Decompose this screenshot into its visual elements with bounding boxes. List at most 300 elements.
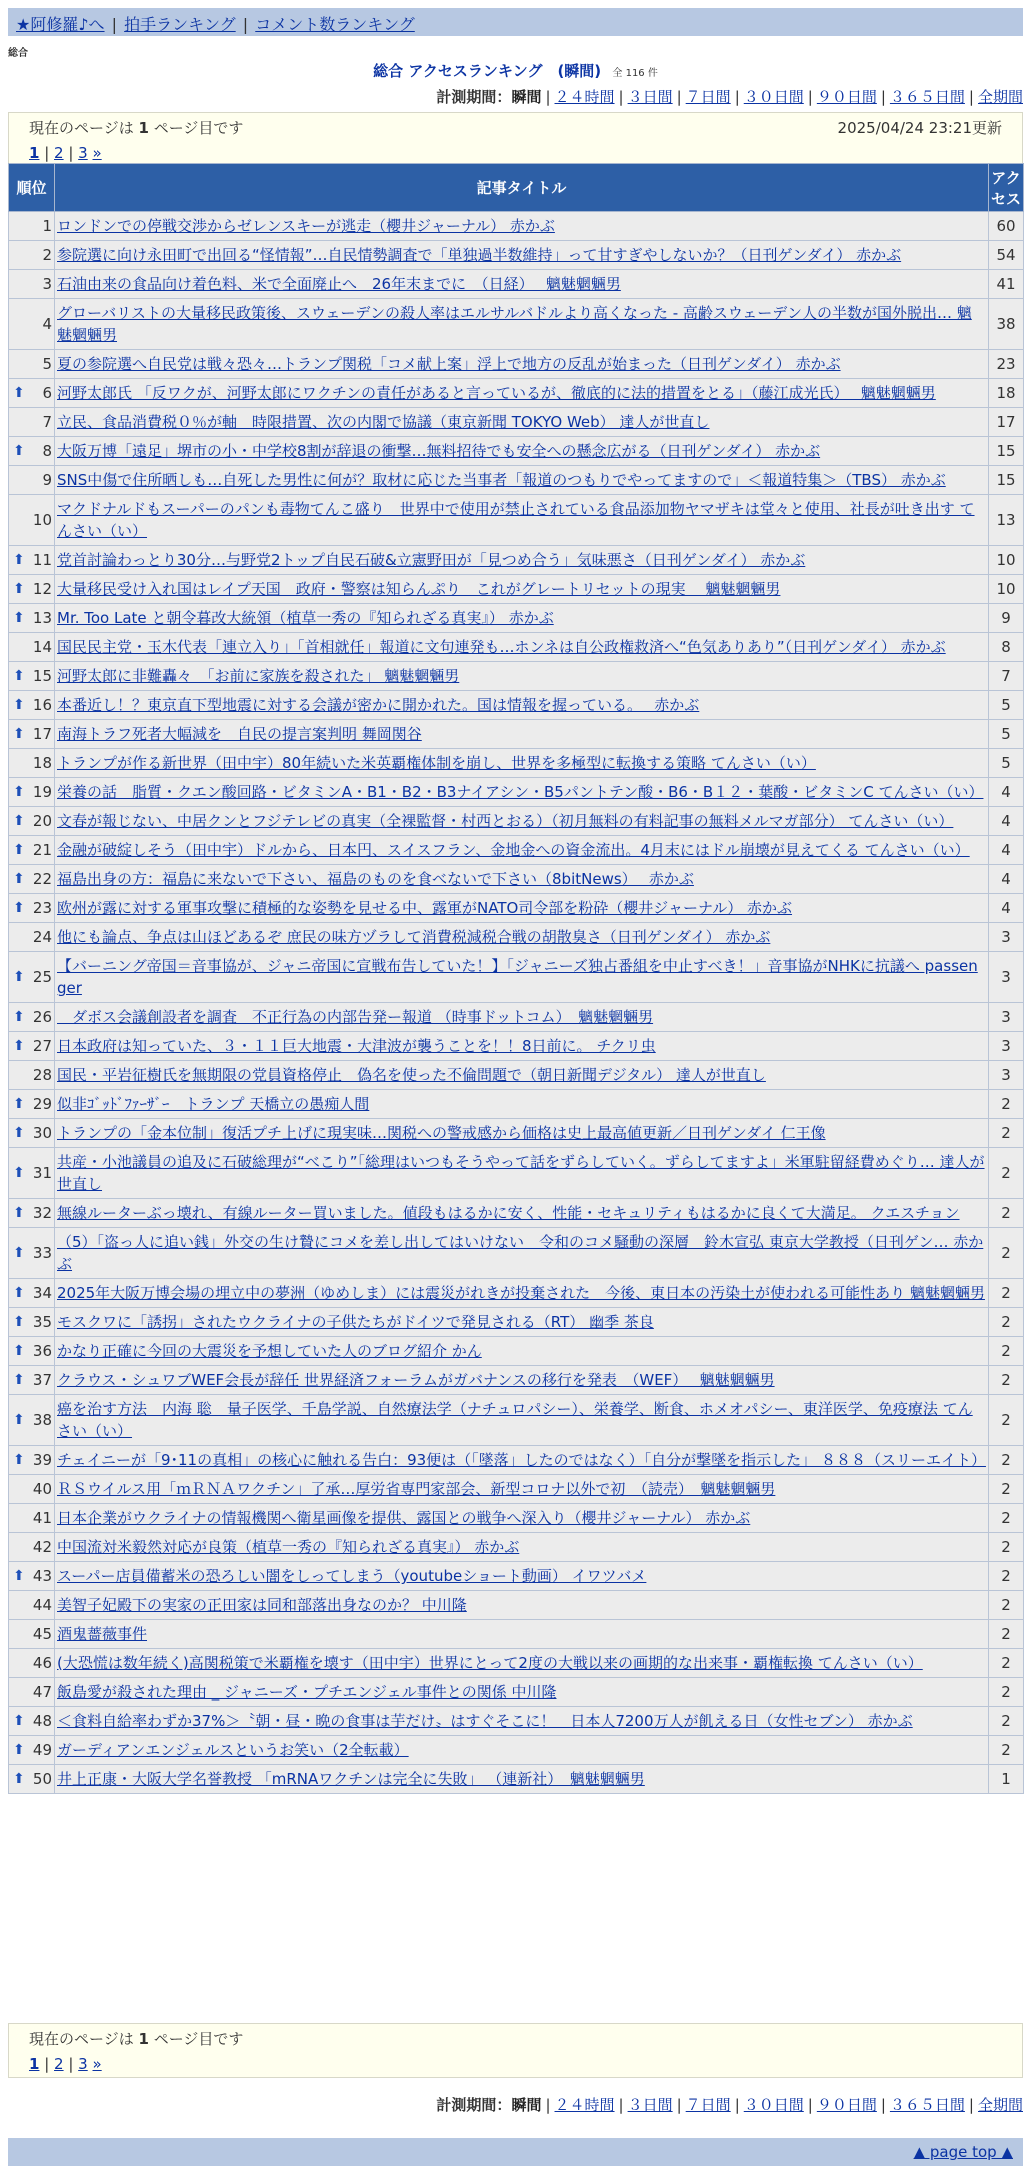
rank-number: 16 — [32, 696, 52, 714]
article-title-link[interactable]: 大量移民受け入れ国はレイプ天国 政府・警察は知らんぷり これがグレートリセットの現実 魑魅魍魎男 — [57, 580, 781, 598]
article-title-link[interactable]: 他にも論点、争点は山ほどあるぞ 庶民の味方ヅラして消費税減税合戦の胡散臭さ（日刊ゲンダイ） 赤かぶ — [57, 928, 771, 946]
table-row — [9, 299, 1024, 350]
article-title-link[interactable]: 無線ルーターぶっ壊れ、有線ルーター買いました。値段もはるかに安く、性能・セキュリティもはるかに良くて大満足。 クエスチョン — [57, 1204, 960, 1222]
rank-up-arrow-icon: ⬆ — [13, 1245, 25, 1261]
access-count: 4 — [989, 836, 1024, 865]
access-count: 4 — [989, 894, 1024, 923]
rank-cell — [9, 408, 55, 437]
rank-cell — [9, 1475, 55, 1504]
article-title-link[interactable]: グローバリストの大量移民政策後、スウェーデンの殺人率はエルサルバドルより高くなった - 高齢スウェーデン人の半数が国外脱出… 魑魅魍魎男 — [57, 304, 972, 344]
period-link-6[interactable]: 全期間 — [977, 2096, 1023, 2114]
rank-cell — [9, 1620, 55, 1649]
page-separator: | — [39, 144, 55, 162]
rank-number: 12 — [32, 580, 52, 598]
table-row — [9, 546, 1024, 575]
rank-number: 35 — [32, 1313, 52, 1331]
page-link-3[interactable]: 3 — [78, 144, 88, 162]
rank-up-arrow-icon: ⬆ — [13, 813, 25, 829]
rank-number: 32 — [32, 1204, 52, 1222]
rank-cell — [9, 1228, 55, 1279]
rank-cell — [9, 379, 55, 408]
article-title-link[interactable]: モスクワに「誘拐」されたウクライナの子供たちがドイツで発見される（RT） 幽季 茶良 — [57, 1313, 654, 1331]
article-title-link[interactable]: 河野太郎に非難轟々 「お前に家族を殺された」 魑魅魍魎男 — [57, 667, 460, 685]
period-link-0[interactable]: ２４時間 — [554, 88, 615, 106]
title-cell — [55, 807, 989, 836]
table-row — [9, 1337, 1024, 1366]
table-row — [9, 495, 1024, 546]
title-cell — [55, 437, 989, 466]
article-title-link[interactable]: かなり正確に今回の大震災を予想していた人のブログ紹介 かん — [57, 1342, 482, 1360]
rank-cell — [9, 1119, 55, 1148]
rank-number: 20 — [32, 812, 52, 830]
article-title-link[interactable]: ＜食料自給率わずか37%＞〝朝・昼・晩の食事は芋だけ〟はすぐそこに！ 日本人7200万人が飢える日（女性セブン） 赤かぶ — [57, 1712, 913, 1730]
rank-cell — [9, 604, 55, 633]
title-cell — [55, 778, 989, 807]
rank-number: 33 — [32, 1244, 52, 1262]
article-title-link[interactable]: 栄養の話 脂質・クエン酸回路・ビタミンA・B1・B2・B3ナイアシン・B5パントテン酸・B6・B１２・葉酸・ビタミンC てんさい（い） — [57, 783, 984, 801]
access-count: 2 — [989, 1199, 1024, 1228]
table-row — [9, 1736, 1024, 1765]
rank-number: 17 — [32, 725, 52, 743]
rank-up-arrow-icon: ⬆ — [13, 1205, 25, 1221]
access-count: 2 — [989, 1337, 1024, 1366]
page-info-top — [8, 112, 1023, 167]
article-title-link[interactable]: 文春が報じない、中居クンとフジテレビの真実（全裸監督・村西とおる）（初月無料の有料記事の無料メルマガ部分） てんさい（い） — [57, 812, 954, 830]
access-count: 13 — [989, 495, 1024, 546]
rank-cell — [9, 691, 55, 720]
article-title-link[interactable]: 共産・小池議員の追及に石破総理が“べこり”「総理はいつもそうやって話をずらしていく。ずらしてますよ」米軍駐留経費めぐり… 達人が世直し — [57, 1153, 985, 1193]
access-count: 7 — [989, 662, 1024, 691]
title-cell — [55, 1003, 989, 1032]
period-separator: | — [676, 2096, 682, 2114]
rank-number: 46 — [32, 1654, 52, 1672]
article-title-link[interactable]: 国民民主党・玉木代表「連立入り」「首相就任」報道に文句連発も…ホンネは自公政権救済へ“色気ありあり”（日刊ゲンダイ） 赤かぶ — [57, 638, 946, 656]
rank-up-arrow-icon: ⬆ — [13, 1285, 25, 1301]
access-count: 38 — [989, 299, 1024, 350]
rank-cell — [9, 1337, 55, 1366]
access-count: 2 — [989, 1620, 1024, 1649]
access-count: 3 — [989, 1032, 1024, 1061]
table-row — [9, 1649, 1024, 1678]
access-count: 23 — [989, 350, 1024, 379]
access-count: 2 — [989, 1736, 1024, 1765]
title-cell — [55, 1591, 989, 1620]
title-cell — [55, 546, 989, 575]
table-row — [9, 1308, 1024, 1337]
rank-number: 31 — [32, 1164, 52, 1182]
period-link-5[interactable]: ３６５日間 — [889, 88, 965, 106]
table-row — [9, 720, 1024, 749]
access-count: 2 — [989, 1649, 1024, 1678]
period-link-3[interactable]: ３０日間 — [743, 88, 804, 106]
article-title-link[interactable]: ロンドンでの停戦交渉からゼレンスキーが逃走（櫻井ジャーナル） 赤かぶ — [57, 217, 555, 235]
title-cell — [55, 350, 989, 379]
rank-cell — [9, 1736, 55, 1765]
rank-number: 41 — [32, 1509, 52, 1527]
access-count: 2 — [989, 1119, 1024, 1148]
article-title-link[interactable]: 井上正康・大阪大学名誉教授 「mRNAワクチンは完全に失敗」 （連新社） 魑魅魍魎男 — [57, 1770, 645, 1788]
access-count: 41 — [989, 270, 1024, 299]
table-row — [9, 778, 1024, 807]
title-cell — [55, 1620, 989, 1649]
article-title-link[interactable]: 中国流対米毅然対応が良策（植草一秀の『知られざる真実』） 赤かぶ — [57, 1538, 520, 1556]
page-link-1[interactable]: 1 — [29, 2055, 40, 2073]
access-count: 10 — [989, 546, 1024, 575]
rank-cell — [9, 270, 55, 299]
period-link-4[interactable]: ９０日間 — [816, 88, 877, 106]
table-row — [9, 923, 1024, 952]
article-title-link[interactable]: 本番近し！？東京直下型地震に対する会議が密かに開かれた。国は情報を握っている。 赤かぶ — [57, 696, 700, 714]
article-title-link[interactable]: スーパー店員備蓄米の恐ろしい闇をしってしまう（youtubeショート動画） イワツバメ — [57, 1567, 647, 1585]
period-separator: | — [968, 88, 974, 106]
rank-cell — [9, 1678, 55, 1707]
article-title-link[interactable]: 大阪万博「遠足」堺市の小・中学校8割が辞退の衝撃…無料招待でも安全への懸念広がる（日刊ゲンダイ） 赤かぶ — [57, 442, 821, 460]
access-count: 2 — [989, 1090, 1024, 1119]
table-row — [9, 1003, 1024, 1032]
article-title-link[interactable]: ダボス会議創設者を調査 不正行為の内部告発ー報道 （時事ドットコム） 魑魅魍魎男 — [57, 1008, 654, 1026]
rank-number: 40 — [32, 1480, 52, 1498]
rank-up-arrow-icon: ⬆ — [13, 1412, 25, 1428]
rank-up-arrow-icon: ⬆ — [13, 552, 25, 568]
table-row — [9, 952, 1024, 1003]
table-row — [9, 1562, 1024, 1591]
rank-cell — [9, 836, 55, 865]
article-title-link[interactable]: 参院選に向け永田町で出回る“怪情報”…自民情勢調査で「単独過半数維持」って甘すぎやしないか？（日刊ゲンダイ） 赤かぶ — [57, 246, 902, 264]
rank-up-arrow-icon: ⬆ — [13, 1314, 25, 1330]
article-title-link[interactable]: クラウス・シュワブWEF会長が辞任 世界経済フォーラムがガバナンスの移行を発表 （WEF） 魑魅魍魎男 — [57, 1371, 775, 1389]
rank-number: 2 — [42, 246, 52, 264]
access-count: 5 — [989, 720, 1024, 749]
page-info-bottom — [8, 2023, 1023, 2078]
article-title-link[interactable]: 金融が破綻しそう（田中宇）ドルから、日本円、スイスフラン、金地金への資金流出。4月末にはドル崩壊が見えてくる てんさい（い） — [57, 841, 970, 859]
table-row — [9, 575, 1024, 604]
title-cell — [55, 1562, 989, 1591]
rank-number: 8 — [42, 442, 52, 460]
rank-cell — [9, 923, 55, 952]
rank-cell — [9, 1199, 55, 1228]
article-title-link[interactable]: 欧州が露に対する軍事攻撃に積極的な姿勢を見せる中、露軍がNATO司令部を粉砕（櫻井ジャーナル） 赤かぶ — [57, 899, 793, 917]
rank-number: 37 — [32, 1371, 52, 1389]
article-title-link[interactable]: 国民・平岩征樹氏を無期限の党員資格停止 偽名を使った不倫問題で（朝日新聞デジタル） 達人が世直し — [57, 1066, 766, 1084]
table-row — [9, 836, 1024, 865]
rank-cell — [9, 241, 55, 270]
period-link-5[interactable]: ３６５日間 — [889, 2096, 965, 2114]
rank-number: 29 — [32, 1095, 52, 1113]
table-row — [9, 379, 1024, 408]
article-title-link[interactable]: 美智子妃殿下の実家の正田家は同和部落出身なのか？ 中川隆 — [57, 1596, 467, 1614]
article-title-link[interactable]: マクドナルドもスーパーのパンも毒物てんこ盛り 世界中で使用が禁止されている食品添加物ヤマザキは堂々と使用、社長が吐き出す てんさい（い） — [57, 500, 975, 540]
title-cell — [55, 1061, 989, 1090]
comment-ranking-link[interactable]: コメント数ランキング — [255, 15, 415, 34]
rank-number: 43 — [32, 1567, 52, 1585]
rank-number: 7 — [42, 413, 52, 431]
rank-number: 39 — [32, 1451, 52, 1469]
page-separator: | — [39, 2055, 55, 2073]
article-title-link[interactable]: 日本企業がウクライナの情報機関へ衛星画像を提供、露国との戦争へ深入り（櫻井ジャーナル） 赤かぶ — [57, 1509, 751, 1527]
table-row — [9, 1620, 1024, 1649]
table-row — [9, 350, 1024, 379]
rank-number: 1 — [42, 217, 52, 235]
rank-cell — [9, 720, 55, 749]
rank-cell — [9, 1562, 55, 1591]
table-row — [9, 1148, 1024, 1199]
title-cell — [55, 1707, 989, 1736]
access-count: 2 — [989, 1475, 1024, 1504]
rank-cell — [9, 1090, 55, 1119]
rank-number: 50 — [32, 1770, 52, 1788]
period-separator: | — [545, 88, 551, 106]
rank-cell — [9, 952, 55, 1003]
article-title-link[interactable]: 日本政府は知っていた、３・１１巨大地震・大津波が襲うことを！！8日前に。 チクリ虫 — [57, 1037, 656, 1055]
article-title-link[interactable]: 2025年大阪万博会場の埋立中の夢洲（ゆめしま）には震災がれきが投棄された 今後、東日本の汚染土が使われる可能性あり 魑魅魍魎男 — [57, 1284, 985, 1302]
table-row — [9, 1366, 1024, 1395]
rank-up-arrow-icon: ⬆ — [13, 842, 25, 858]
next-page-link[interactable]: » — [92, 144, 102, 162]
period-link-2[interactable]: ７日間 — [685, 2096, 731, 2114]
rank-cell — [9, 437, 55, 466]
period-link-2[interactable]: ７日間 — [685, 88, 731, 106]
rank-up-arrow-icon: ⬆ — [13, 726, 25, 742]
rank-up-arrow-icon: ⬆ — [13, 1165, 25, 1181]
access-count: 2 — [989, 1395, 1024, 1446]
title-cell — [55, 894, 989, 923]
rank-up-arrow-icon: ⬆ — [13, 1125, 25, 1141]
home-link[interactable]: ★阿修羅♪へ — [16, 15, 105, 34]
rank-cell — [9, 633, 55, 662]
rank-cell — [9, 1395, 55, 1446]
article-title-link[interactable]: ＲＳウイルス用「ｍＲＮＡワクチン」了承…厚労省専門家部会、新型コロナ以外で初 （読売） 魑魅魍魎男 — [57, 1480, 776, 1498]
rank-cell — [9, 1504, 55, 1533]
access-count: 3 — [989, 923, 1024, 952]
rank-cell — [9, 495, 55, 546]
article-title-link[interactable]: （5）「盗っ人に追い銭」外交の生け贄にコメを差し出してはいけない 令和のコメ騒動の深層 鈴木宣弘 東京大学教授（日刊ゲン… 赤かぶ — [57, 1233, 984, 1273]
period-link-6[interactable]: 全期間 — [977, 88, 1023, 106]
access-header: アクセス — [989, 164, 1024, 212]
current-page-text: 現在のページは 1 ページ目です — [29, 2030, 244, 2048]
table-row — [9, 1591, 1024, 1620]
title-cell — [55, 1678, 989, 1707]
rank-cell — [9, 1061, 55, 1090]
rank-cell — [9, 212, 55, 241]
article-title-link[interactable]: 酒鬼薔薇事件 — [57, 1625, 148, 1643]
access-count: 3 — [989, 952, 1024, 1003]
article-title-link[interactable]: 立民、食品消費税０％が軸 時限措置、次の内閣で協議（東京新聞 TOKYO Web） 達人が世直し — [57, 413, 710, 431]
article-title-link[interactable]: チェイニーが「9･11の真相」の核心に触れる告白：93便は（「墜落」したのではなく）「自分が撃墜を指示した」 ８８８（スリーエイト） — [57, 1451, 986, 1469]
access-count: 10 — [989, 575, 1024, 604]
period-link-1[interactable]: ３日間 — [627, 2096, 673, 2114]
rank-up-arrow-icon: ⬆ — [13, 1742, 25, 1758]
rank-cell — [9, 1003, 55, 1032]
article-title-link[interactable]: ガーディアンエンジェルスというお笑い（2全転載） — [57, 1741, 409, 1759]
title-cell — [55, 633, 989, 662]
access-count: 2 — [989, 1591, 1024, 1620]
access-count: 2 — [989, 1148, 1024, 1199]
period-separator: | — [880, 88, 886, 106]
applause-ranking-link[interactable]: 拍手ランキング — [124, 15, 236, 34]
page-link-1[interactable]: 1 — [29, 144, 40, 162]
rank-header: 順位 — [9, 164, 55, 212]
period-separator: | — [734, 2096, 740, 2114]
updated-timestamp: 2025/04/24 23:21更新 — [837, 119, 1002, 137]
access-count: 2 — [989, 1366, 1024, 1395]
period-separator: | — [545, 2096, 551, 2114]
table-row — [9, 633, 1024, 662]
rank-cell — [9, 575, 55, 604]
access-count: 2 — [989, 1446, 1024, 1475]
table-row — [9, 1199, 1024, 1228]
rank-cell — [9, 1765, 55, 1794]
title-cell — [55, 495, 989, 546]
period-link-3[interactable]: ３０日間 — [743, 2096, 804, 2114]
period-link-0[interactable]: ２４時間 — [554, 2096, 615, 2114]
footer-bar — [8, 2138, 1023, 2166]
rank-number: 47 — [32, 1683, 52, 1701]
article-title-link[interactable]: 党首討論わっとり30分…与野党2トップ自民石破&立憲野田が「見つめ合う」気味悪さ（日刊ゲンダイ） 赤かぶ — [57, 551, 806, 569]
rank-up-arrow-icon: ⬆ — [13, 697, 25, 713]
period-selector-bottom — [436, 2094, 1023, 2115]
table-row — [9, 437, 1024, 466]
rank-up-arrow-icon: ⬆ — [13, 1568, 25, 1584]
table-row — [9, 1279, 1024, 1308]
page-separator: | — [63, 2055, 79, 2073]
ranking-table — [8, 163, 1024, 1794]
period-link-4[interactable]: ９０日間 — [816, 2096, 877, 2114]
total-count: 全 116 件 — [612, 68, 658, 79]
article-title-link[interactable]: Mr. Too Late と朝令暮改大統領（植草一秀の『知られざる真実』） 赤かぶ — [57, 609, 554, 627]
title-cell — [55, 923, 989, 952]
table-row — [9, 466, 1024, 495]
rank-number: 6 — [42, 384, 52, 402]
title-cell — [55, 575, 989, 604]
article-title-link[interactable]: トランプが作る新世界（田中宇）80年続いた米英覇権体制を崩し、世界を多極型に転換する策略 てんさい（い） — [57, 754, 816, 772]
article-title-link[interactable]: 夏の参院選へ自民党は戦々恐々…トランプ関税「コメ献上案」浮上で地方の反乱が始まった（日刊ゲンダイ） 赤かぶ — [57, 355, 841, 373]
rank-cell — [9, 546, 55, 575]
rank-up-arrow-icon: ⬆ — [13, 1771, 25, 1787]
rank-number: 34 — [32, 1284, 52, 1302]
article-title-link[interactable]: 南海トラフ死者大幅減を 自民の提言案判明 舞岡関谷 — [57, 725, 422, 743]
table-row — [9, 1228, 1024, 1279]
access-count: 2 — [989, 1533, 1024, 1562]
nav-separator: | — [242, 15, 249, 34]
title-cell — [55, 1366, 989, 1395]
rank-number: 49 — [32, 1741, 52, 1759]
table-row — [9, 1765, 1024, 1794]
rank-number: 13 — [32, 609, 52, 627]
rank-number: 38 — [32, 1411, 52, 1429]
title-cell — [55, 1649, 989, 1678]
pagination-bottom — [29, 2055, 1002, 2073]
article-title-link[interactable]: (大恐慌は数年続く)高関税策で米覇権を壊す（田中宇）世界にとって2度の大戦以来の画期的な出来事・覇権転換 てんさい（い） — [57, 1654, 923, 1672]
article-title-link[interactable]: 【バーニング帝国＝音事協が、ジャニ帝国に宣戦布告していた！】「ジャニーズ独占番組を中止すべき！」音事協がNHKに抗議へ passenger — [57, 957, 978, 997]
period-separator: | — [618, 88, 624, 106]
rank-cell — [9, 299, 55, 350]
rank-cell — [9, 1308, 55, 1337]
table-row — [9, 241, 1024, 270]
title-header: 記事タイトル — [55, 164, 989, 212]
rank-up-arrow-icon: ⬆ — [13, 1343, 25, 1359]
title-cell — [55, 408, 989, 437]
rank-cell — [9, 778, 55, 807]
page-title: 総合 アクセスランキング (瞬間) — [373, 62, 602, 80]
title-cell — [55, 1475, 989, 1504]
table-row — [9, 1707, 1024, 1736]
rank-number: 9 — [42, 471, 52, 489]
table-row — [9, 662, 1024, 691]
rank-cell — [9, 466, 55, 495]
access-count: 2 — [989, 1678, 1024, 1707]
article-title-link[interactable]: 癌を治す方法 内海 聡 量子医学、千島学説、自然療法学（ナチュロパシー）、栄養学、断食、ホメオパシー、東洋医学、免疫療法 てんさい（い） — [57, 1400, 973, 1440]
table-row — [9, 1395, 1024, 1446]
article-title-link[interactable]: 石油由来の食品向け着色料、米で全面廃止へ 26年末までに （日経） 魑魅魍魎男 — [57, 275, 621, 293]
rank-cell — [9, 894, 55, 923]
page-title-line — [0, 60, 1031, 81]
rank-up-arrow-icon: ⬆ — [13, 385, 25, 401]
access-count: 1 — [989, 1765, 1024, 1794]
article-title-link[interactable]: 河野太郎氏 「反ワクが、河野太郎にワクチンの責任があると言っているが、徹底的に法的措置をとる」（藤江成光氏） 魑魅魍魎男 — [57, 384, 936, 402]
rank-number: 45 — [32, 1625, 52, 1643]
rank-number: 23 — [32, 899, 52, 917]
table-row — [9, 270, 1024, 299]
article-title-link[interactable]: 飯島愛が殺された理由 _ ジャニーズ・プチエンジェル事件との関係 中川隆 — [57, 1683, 557, 1701]
nav-separator: | — [111, 15, 118, 34]
rank-up-arrow-icon: ⬆ — [13, 1038, 25, 1054]
rank-cell — [9, 1279, 55, 1308]
table-row — [9, 1475, 1024, 1504]
table-row — [9, 1504, 1024, 1533]
access-count: 15 — [989, 437, 1024, 466]
table-row — [9, 894, 1024, 923]
pagination-top — [29, 144, 1002, 162]
rank-number: 19 — [32, 783, 52, 801]
rank-cell — [9, 1533, 55, 1562]
access-count: 60 — [989, 212, 1024, 241]
period-separator: | — [880, 2096, 886, 2114]
next-page-link[interactable]: » — [92, 2055, 102, 2073]
access-count: 2 — [989, 1228, 1024, 1279]
title-cell — [55, 604, 989, 633]
rank-cell — [9, 1032, 55, 1061]
rank-number: 21 — [32, 841, 52, 859]
article-title-link[interactable]: トランプの「金本位制」復活プチ上げに現実味…関税への警戒感から価格は史上最高値更新／日刊ゲンダイ 仁王像 — [57, 1124, 826, 1142]
access-count: 2 — [989, 1504, 1024, 1533]
access-count: 4 — [989, 778, 1024, 807]
rank-up-arrow-icon: ⬆ — [13, 1713, 25, 1729]
article-title-link[interactable]: SNS中傷で住所晒しも…自死した男性に何が？取材に応じた当事者「報道のつもりでやってますので」＜報道特集＞（TBS） 赤かぶ — [57, 471, 946, 489]
access-count: 5 — [989, 749, 1024, 778]
access-count: 5 — [989, 691, 1024, 720]
title-cell — [55, 662, 989, 691]
rank-number: 5 — [42, 355, 52, 373]
table-row — [9, 1678, 1024, 1707]
page-link-2[interactable]: 2 — [54, 144, 64, 162]
table-row — [9, 1061, 1024, 1090]
page-top-link[interactable]: ▲ page top ▲ — [913, 2143, 1013, 2161]
article-title-link[interactable]: 福島出身の方：福島に来ないで下さい、福島のものを食べないで下さい（8bitNews） 赤かぶ — [57, 870, 694, 888]
access-count: 4 — [989, 807, 1024, 836]
page-link-2[interactable]: 2 — [54, 2055, 64, 2073]
article-title-link[interactable]: 似非ｺﾞｯﾄﾞﾌｧｰｻﾞｰ トランプ 天橋立の愚痴人間 — [57, 1095, 370, 1113]
period-link-1[interactable]: ３日間 — [627, 88, 673, 106]
title-cell — [55, 1736, 989, 1765]
title-cell — [55, 1395, 989, 1446]
table-row — [9, 1119, 1024, 1148]
page-link-3[interactable]: 3 — [78, 2055, 88, 2073]
rank-number: 44 — [32, 1596, 52, 1614]
table-row — [9, 865, 1024, 894]
rank-up-arrow-icon: ⬆ — [13, 1372, 25, 1388]
period-separator: | — [618, 2096, 624, 2114]
title-cell — [55, 1279, 989, 1308]
